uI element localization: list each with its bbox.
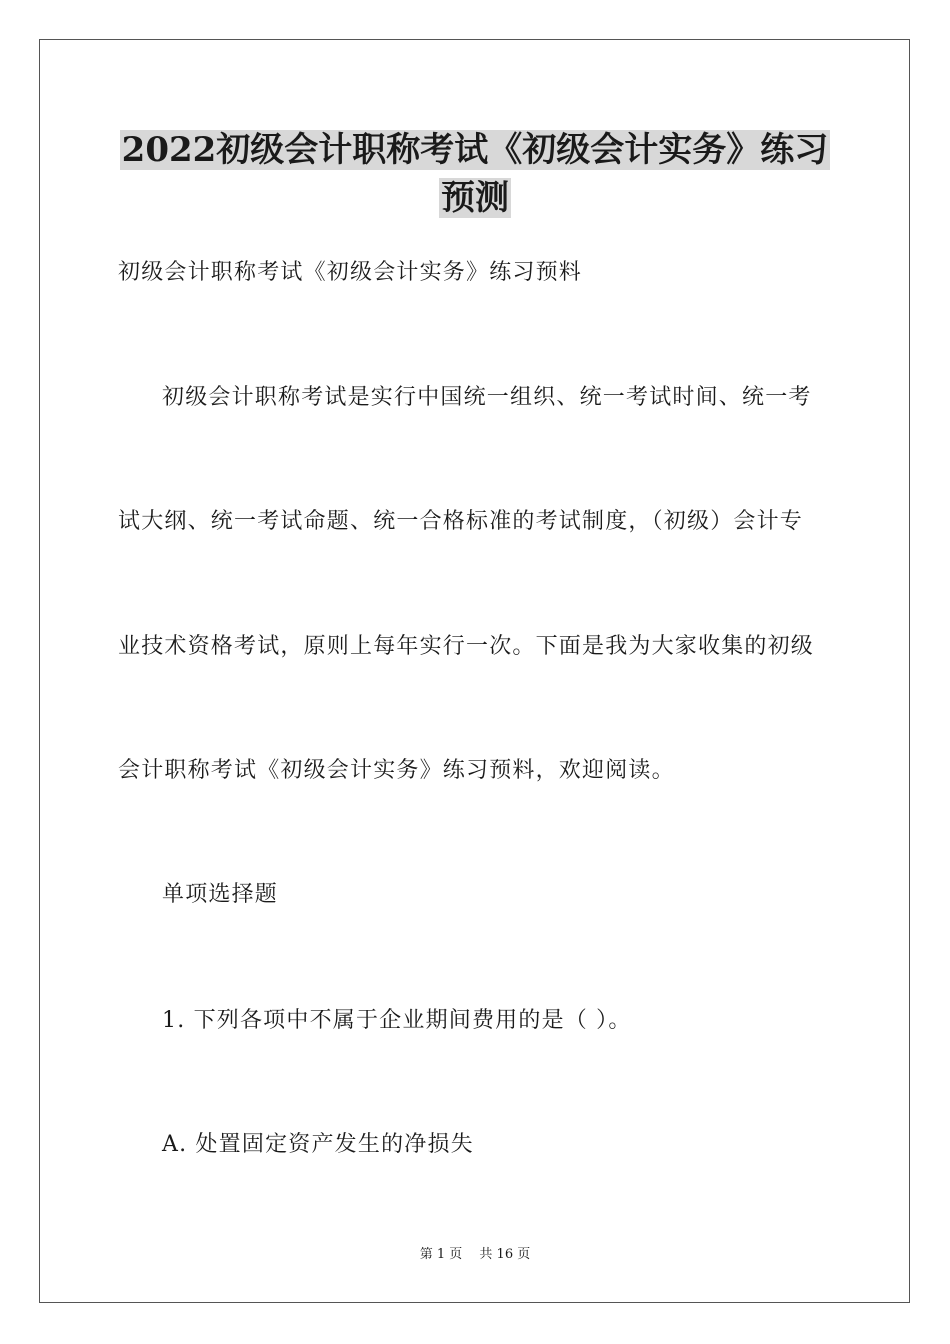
title-text-2: 预测 (441, 178, 509, 218)
intro-line-2: 试大纲、统一考试命题、统一合格标准的考试制度，（初级）会计专 (118, 509, 804, 534)
option-a: A. 处置固定资产发生的净损失 (162, 1132, 474, 1157)
title-text-1: 2022初级会计职称考试《初级会计实务》练习 (121, 130, 829, 170)
subtitle-paragraph: 初级会计职称考试《初级会计实务》练习预料 (118, 260, 583, 285)
intro-line-3: 业技术资格考试，原则上每年实行一次。下面是我为大家收集的初级 (118, 634, 815, 659)
intro-line-1: 初级会计职称考试是实行中国统一组织、统一考试时间、统一考 (162, 385, 812, 410)
section-heading: 单项选择题 (162, 882, 279, 907)
document-title-line-1 (0, 128, 950, 172)
page-footer: 第 1 页 共 16 页 (419, 1247, 531, 1262)
page-border (39, 39, 910, 1303)
document-title-line-2 (0, 176, 950, 220)
question-1: 1. 下列各项中不属于企业期间费用的是（ ）。 (162, 1008, 632, 1033)
intro-line-4: 会计职称考试《初级会计实务》练习预料，欢迎阅读。 (118, 758, 675, 783)
